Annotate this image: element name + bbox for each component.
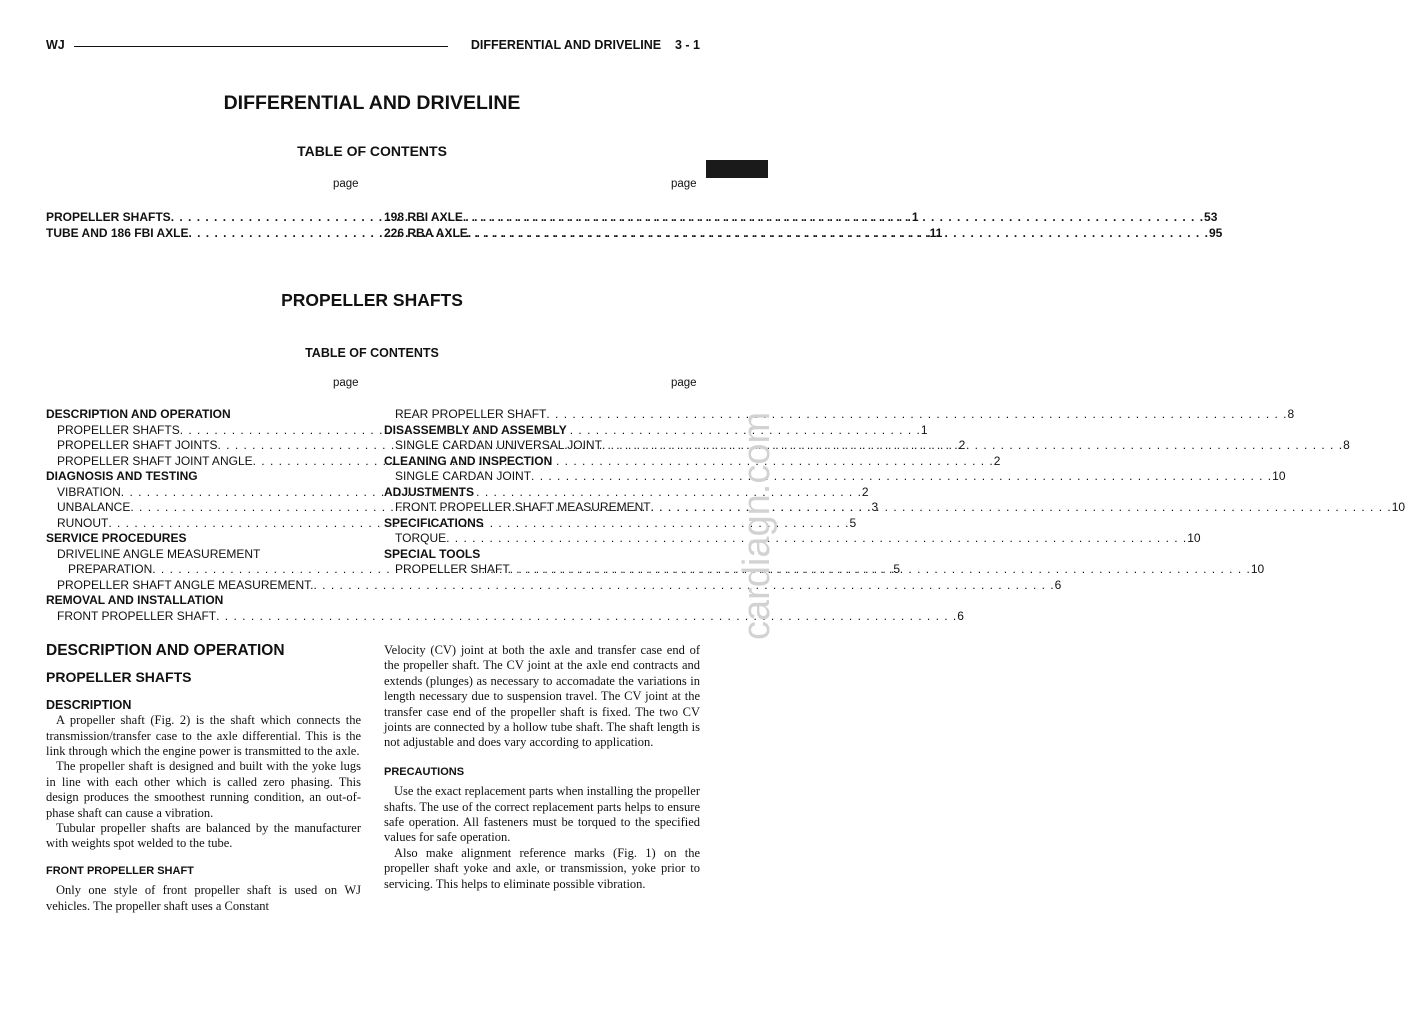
section-thumb-tab (706, 160, 768, 178)
main-toc-page-label-left: page (333, 178, 359, 190)
toc-entry[interactable]: FRONT PROPELLER SHAFT MEASUREMENT . . . 10 (384, 500, 700, 516)
heading-precautions: PRECAUTIONS (384, 765, 465, 778)
section-toc-page-label-left: page (333, 377, 359, 389)
paragraph: Use the exact replacement parts when installing the propeller shafts. The use of the correct replacement parts helps to ensure safe operation. All fasteners must be torqued to the specified values for safe operation. (384, 784, 700, 845)
toc-section-heading: SERVICE PROCEDURES (46, 531, 187, 545)
heading-front-propeller-shaft: FRONT PROPELLER SHAFT (46, 864, 194, 877)
section-toc-heading: TABLE OF CONTENTS (305, 346, 439, 360)
main-toc-page-label-right: page (671, 178, 697, 190)
toc-section-heading: CLEANING AND INSPECTION (384, 453, 553, 468)
toc-entry[interactable]: FRONT PROPELLER SHAFT . . . 6 (46, 609, 361, 625)
toc-entry[interactable]: PROPELLER SHAFT JOINTS . . . 2 (46, 438, 361, 454)
running-header (46, 38, 700, 54)
toc-section-heading: SPECIAL TOOLS (384, 546, 481, 561)
main-toc-heading: TABLE OF CONTENTS (297, 143, 447, 159)
toc-entry[interactable]: UNBALANCE . . . 3 (46, 500, 361, 516)
heading-description-operation: DESCRIPTION AND OPERATION (46, 642, 285, 659)
toc-entry[interactable]: TORQUE . . . 10 (384, 531, 700, 547)
heading-description: DESCRIPTION (46, 697, 132, 712)
header-page-title: DIFFERENTIAL AND DRIVELINE 3 - 1 (470, 38, 700, 52)
main-toc-entry[interactable]: 226 RBA AXLE . . . 95 (384, 226, 700, 242)
toc-section-heading: SPECIFICATIONS (384, 515, 484, 530)
main-toc-entry[interactable]: PROPELLER SHAFTS . . . 1 (46, 210, 361, 226)
toc-section-heading: REMOVAL AND INSTALLATION (46, 593, 224, 607)
body-column-right (384, 643, 700, 892)
toc-entry-line[interactable]: DRIVELINE ANGLE MEASUREMENT (57, 546, 261, 561)
body-column-left (46, 643, 361, 914)
toc-entry[interactable]: PROPELLER SHAFT ANGLE MEASUREMENT. . . . 6 (46, 578, 361, 594)
toc-entry[interactable]: PREPARATION . . . 5 (46, 562, 361, 578)
toc-entry[interactable]: RUNOUT . . . 5 (46, 516, 361, 532)
header-rule (74, 46, 448, 47)
page-title: DIFFERENTIAL AND DRIVELINE (223, 92, 521, 114)
toc-section-heading: ADJUSTMENTS (384, 484, 475, 499)
main-toc-entry[interactable]: 198 RBI AXLE . . . 53 (384, 210, 700, 226)
paragraph: A propeller shaft (Fig. 2) is the shaft which connects the transmission/transfer case to the axle differential. This is the link through which the engine power is transmitted to the axle. (46, 713, 361, 759)
toc-entry[interactable]: SINGLE CARDAN JOINT . . . 10 (384, 469, 700, 485)
section-title: PROPELLER SHAFTS (281, 290, 463, 310)
toc-section-heading: DESCRIPTION AND OPERATION (46, 407, 231, 421)
toc-entry[interactable]: PROPELLER SHAFT . . . 10 (384, 562, 700, 578)
toc-entry[interactable]: PROPELLER SHAFTS . . . 1 (46, 423, 361, 439)
paragraph: Also make alignment reference marks (Fig. 1) on the propeller shaft yoke and axle, or transmission, yoke prior to servicing. This helps to eliminate possible vibration. (384, 845, 700, 891)
toc-entry[interactable]: REAR PROPELLER SHAFT . . . 8 (384, 407, 700, 423)
watermark: cardiagn.com (736, 411, 778, 640)
main-toc-entry[interactable]: TUBE AND 186 FBI AXLE . . . 11 (46, 226, 361, 242)
header-model: WJ (46, 38, 65, 52)
paragraph: Tubular propeller shafts are balanced by the manufacturer with weights spot welded to the tube. (46, 821, 361, 851)
paragraph: The propeller shaft is designed and built with the yoke lugs in line with each other which is called zero phasing. This design produces the smoothest running condition, an out-of-phase shaft can cause a vibration. (46, 759, 361, 820)
toc-entry[interactable]: PROPELLER SHAFT JOINT ANGLE . . . 2 (46, 454, 361, 470)
paragraph: Only one style of front propeller shaft is used on WJ vehicles. The propeller shaft uses a Constant (46, 883, 361, 913)
heading-propeller-shafts: PROPELLER SHAFTS (46, 669, 192, 686)
section-toc-page-label-right: page (671, 377, 697, 389)
toc-entry[interactable]: VIBRATION . . . 2 (46, 485, 361, 501)
paragraph: Velocity (CV) joint at both the axle and transfer case end of the propeller shaft. The CV joint at the axle end contracts and extends (plunges) as necessary to accomadate the variations in length necessary due to suspension travel. The CV joint at the transfer case end of the propeller shaft is fixed. The two CV joints are connected by a hollow tube shaft. The shaft length is not adjustable and does vary according to application. (384, 643, 700, 750)
toc-section-heading: DIAGNOSIS AND TESTING (46, 469, 198, 483)
toc-section-heading: DISASSEMBLY AND ASSEMBLY (384, 422, 567, 437)
toc-entry[interactable]: SINGLE CARDAN UNIVERSAL JOINT . . . 8 (384, 438, 700, 454)
